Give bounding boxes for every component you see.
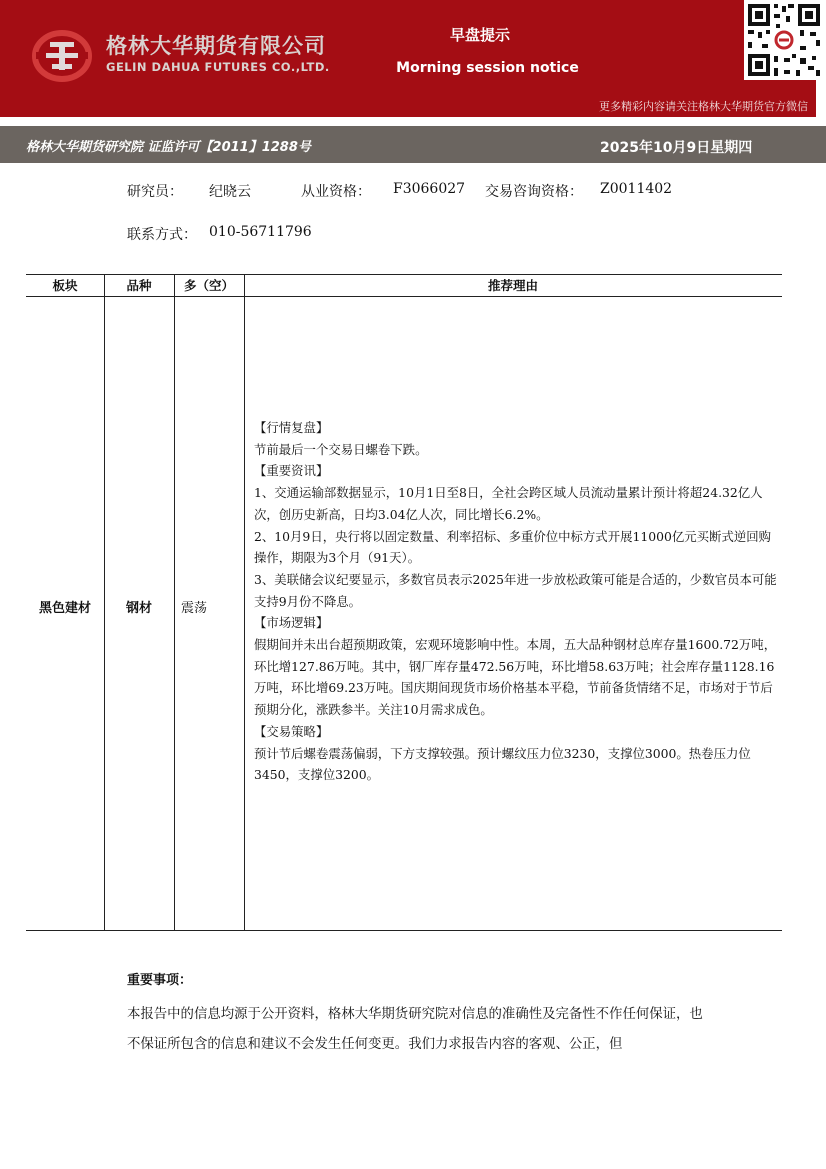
reason-text: 1、交通运输部数据显示，10月1日至8日，全社会跨区域人员流动量累计预计将超24.32亿人次，创历史新高，日均3.04亿人次，同比增长6.2%。: [254, 485, 763, 522]
reason-text: 假期间并未出台超预期政策，宏观环境影响中性。本周，五大品种钢材总库存量1600.72万吨，环比增127.86万吨。其中，钢厂库存量472.56万吨，环比增58.63万吨；社会库存量1128.16万吨，环比增69.23万吨。国庆期间现货市场价格基本平稳，节前备货情绪不足，市场对于节后预期分化，涨跌参半。关注10月需求成色。: [254, 637, 777, 718]
report-title-cn: 早盘提示: [449, 26, 510, 44]
header-sector: 板块: [52, 278, 78, 293]
reason-section-title: 【交易策略】: [254, 723, 329, 739]
qr-code-icon: [744, 0, 824, 80]
table-header-divider: [26, 296, 782, 297]
notice-title: 重要事项：: [127, 973, 193, 988]
cell-sector: 黑色建材: [38, 601, 91, 616]
company-logo-icon: [32, 30, 92, 82]
institute-license: 格林大华期货研究院 证监许可【2011】1288号: [26, 140, 311, 155]
qualification-number: F3066027: [393, 181, 466, 197]
reason-text: 预计节后螺卷震荡偏弱，下方支撑较强。预计螺纹压力位3230，支撑位3000。热卷压力位3450，支撑位3200。: [254, 745, 751, 783]
consult-label: 交易咨询资格：: [485, 184, 583, 200]
wechat-follow-note: 更多精彩内容请关注格林大华期货官方微信: [599, 100, 808, 113]
qualification-label: 从业资格：: [301, 184, 371, 200]
company-name-en: GELIN DAHUA FUTURES CO.,LTD.: [106, 60, 330, 74]
researcher-label: 研究员：: [127, 184, 183, 200]
cell-variety: 钢材: [125, 601, 152, 616]
cell-direction: 震荡: [181, 601, 208, 616]
contact-label: 联系方式：: [127, 227, 197, 243]
reason-section-title: 【重要资讯】: [254, 463, 329, 479]
report-title-en: Morning session notice: [396, 60, 579, 76]
header-direction: 多（空）: [183, 278, 234, 293]
recommendation-table: [26, 274, 782, 931]
report-date: 2025年10月9日星期四: [600, 140, 753, 156]
cell-reason: [254, 417, 780, 786]
contact-phone: 010-56711796: [209, 224, 312, 240]
notice-body: 本报告中的信息均源于公开资料，格林大华期货研究院对信息的准确性及完备性不作任何保证，也不保证所包含的信息和建议不会发生任何变更。我们力求报告内容的客观、公正，但: [127, 1007, 703, 1052]
reason-text: 2、10月9日，央行将以固定数量、利率招标、多重价位中标方式开展11000亿元买断式逆回购操作，期限为3个月（91天）。: [254, 528, 772, 566]
researcher-name: 纪晓云: [209, 184, 251, 200]
header-variety: 品种: [126, 278, 152, 293]
reason-text: 节前最后一个交易日螺卷下跌。: [254, 441, 428, 457]
company-name-cn: 格林大华期货有限公司: [106, 34, 326, 58]
reason-section-title: 【行情复盘】: [254, 420, 329, 435]
header-reason: 推荐理由: [487, 278, 538, 293]
consult-number: Z0011402: [600, 181, 673, 197]
reason-text: 3、美联储会议纪要显示，多数官员表示2025年进一步放松政策可能是合适的，少数官员本可能支持9月份不降息。: [254, 571, 777, 609]
reason-section-title: 【市场逻辑】: [254, 615, 329, 631]
